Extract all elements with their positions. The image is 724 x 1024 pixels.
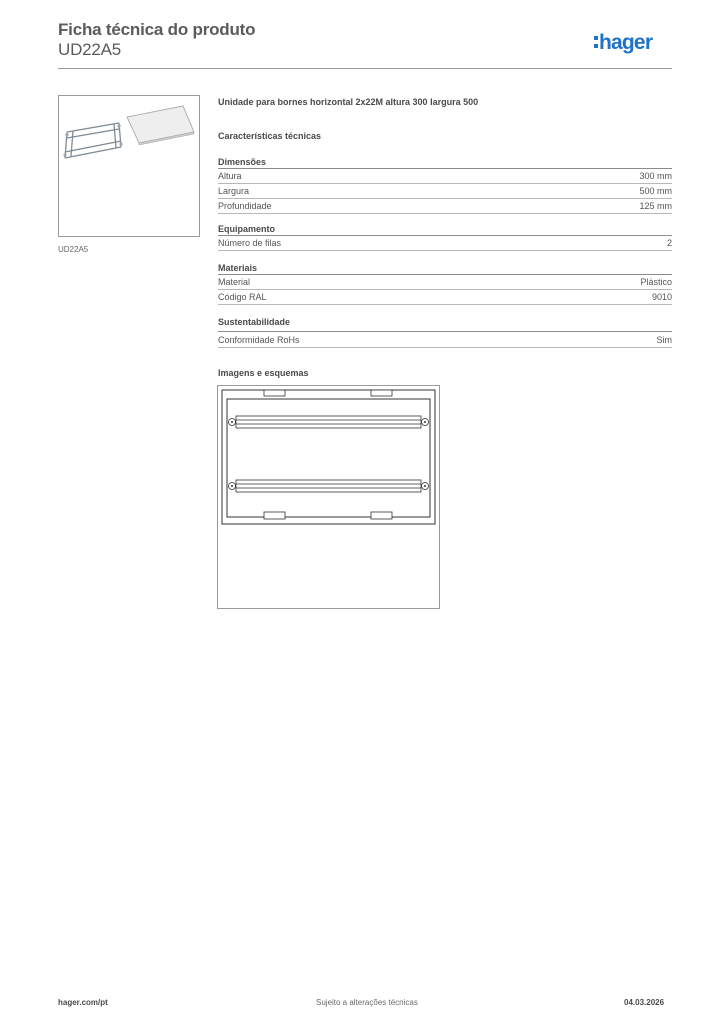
spec-row <box>218 169 672 184</box>
spec-value: 125 mm <box>639 201 672 211</box>
header-divider <box>58 68 672 69</box>
spec-value: 9010 <box>651 292 672 302</box>
spec-label: Material <box>218 277 251 287</box>
section-title-materials: Materiais <box>218 263 258 273</box>
product-description: Unidade para bornes horizontal 2x22M altura 300 largura 500 <box>218 97 479 107</box>
section-title-sustainability: Sustentabilidade <box>218 317 291 327</box>
spec-label: Número de filas <box>218 238 282 248</box>
spec-row <box>218 236 672 251</box>
logo-dot-top <box>594 36 598 40</box>
spec-label: Conformidade RoHs <box>218 335 300 345</box>
mounting-frame <box>65 123 121 158</box>
product-image <box>58 95 200 237</box>
section-title-equipment: Equipamento <box>218 224 276 234</box>
technical-drawing <box>217 385 440 609</box>
top-clips <box>264 390 392 396</box>
logo-dot-bottom <box>594 44 598 48</box>
section-title-dimensions: Dimensões <box>218 157 267 167</box>
product-code: UD22A5 <box>58 40 122 59</box>
din-rail-top <box>236 416 421 428</box>
cover-panel <box>127 106 194 143</box>
mounting-screws <box>229 419 429 490</box>
spec-label: Código RAL <box>218 292 267 302</box>
image-caption: UD22A5 <box>58 245 89 254</box>
screw-centers <box>231 421 426 487</box>
product-illustration <box>59 96 199 236</box>
spec-value: 2 <box>666 238 672 248</box>
footer-website: hager.com/pt <box>58 998 108 1007</box>
spec-label: Profundidade <box>218 201 272 211</box>
page-title: Ficha técnica do produto <box>58 20 256 39</box>
tech-specs-heading: Características técnicas <box>218 131 322 141</box>
section-divider <box>218 331 672 332</box>
spec-label: Largura <box>218 186 250 196</box>
spec-value: Plástico <box>640 277 672 287</box>
enclosure-outline <box>222 390 435 524</box>
spec-row <box>218 290 672 305</box>
footer-date: 04.03.2026 <box>624 998 665 1007</box>
spec-label: Altura <box>218 171 242 181</box>
hager-logo <box>594 27 674 57</box>
spec-row <box>218 275 672 290</box>
footer-disclaimer: Sujeito a alterações técnicas <box>316 998 418 1007</box>
spec-value: 300 mm <box>639 171 672 181</box>
images-heading: Imagens e esquemas <box>218 368 309 378</box>
logo-wordmark: hager <box>599 31 653 54</box>
spec-row <box>218 199 672 214</box>
spec-row <box>218 333 672 348</box>
bottom-clips <box>264 512 392 519</box>
din-rail-bottom <box>236 480 421 492</box>
front-view-drawing <box>218 386 439 608</box>
spec-value: Sim <box>656 335 672 345</box>
spec-row <box>218 184 672 199</box>
spec-value: 500 mm <box>639 186 672 196</box>
